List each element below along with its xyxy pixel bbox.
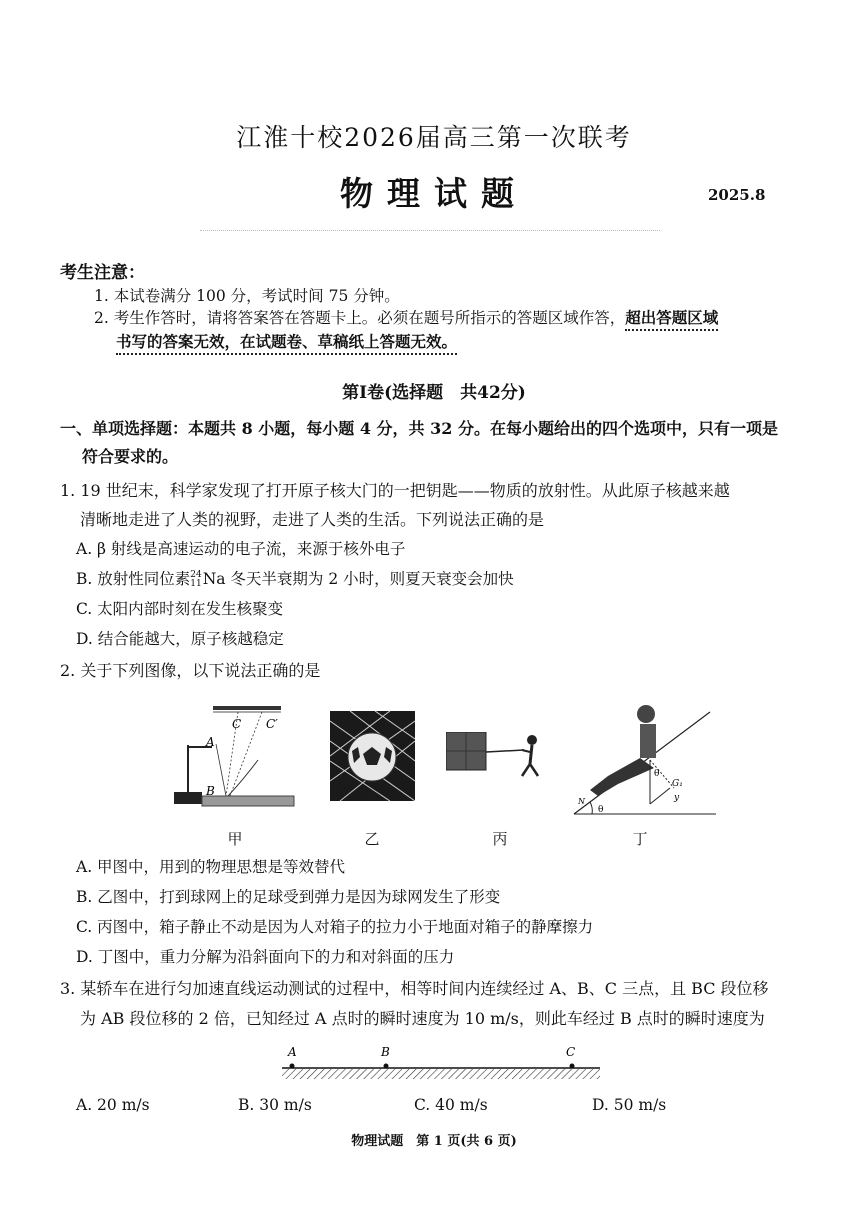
atomic-number: 11 [190, 579, 202, 589]
q1-option-a: A. β 射线是高速运动的电子流，来源于核外电子 [76, 540, 406, 558]
q1-option-b-post: Na 冬天半衰期为 2 小时，则夏天衰变会加快 [202, 570, 514, 588]
figure-jia [168, 700, 298, 810]
label-n: N [578, 797, 585, 806]
q2-option-a: A. 甲图中，用到的物理思想是等效替代 [76, 858, 346, 876]
label-y: y [674, 793, 680, 803]
notice-item-1: 1. 本试卷满分 100 分，考试时间 75 分钟。 [94, 287, 400, 305]
q3-option-b: B. 30 m/s [238, 1096, 312, 1114]
notice-heading: 考生注意： [60, 263, 145, 283]
section-title: 第Ⅰ卷(选择题 共42分) [342, 383, 526, 403]
point-a [290, 1064, 295, 1069]
exam-date: 2025.8 [708, 186, 766, 204]
q1-option-b-pre: B. 放射性同位素 [76, 570, 191, 588]
caption-ding: 丁 [632, 830, 648, 848]
q3-track-figure [280, 1042, 605, 1084]
q1-option-b [76, 567, 514, 589]
label-theta-2: θ [654, 769, 660, 779]
subject-title: 物理试题 [340, 174, 528, 213]
label-b: B [206, 784, 215, 798]
point-a-label: A [288, 1045, 297, 1059]
q2-option-b: B. 乙图中，打到球网上的足球受到弹力是因为球网发生了形变 [76, 888, 501, 906]
q3-option-c: C. 40 m/s [414, 1096, 488, 1114]
q1-option-c: C. 太阳内部时刻在发生核聚变 [76, 600, 284, 618]
notice-item-2-emph-cont: 书写的答案无效，在试题卷、草稿纸上答题无效。 [116, 332, 457, 355]
notice-item-2-text: 2. 考生作答时，请将答案答在答题卡上。必须在题号所指示的答题区域作答， [94, 309, 626, 327]
q3-stem: 3. 某轿车在进行匀加速直线运动测试的过程中，相等时间内连续经过 A、B、C 三点，且 BC 段位移 [60, 979, 769, 998]
notice-item-2-emph: 超出答题区域 [625, 308, 718, 331]
part1-instructions-cont: 符合要求的。 [82, 447, 179, 466]
nuclide [190, 571, 201, 589]
q1-stem: 1. 19 世纪末，科学家发现了打开原子核大门的一把钥匙——物质的放射性。从此原子核越来越 [60, 481, 730, 500]
figure-ding [568, 692, 718, 820]
caption-bing: 丙 [492, 830, 508, 848]
point-c [570, 1064, 575, 1069]
q1-stem-cont: 清晰地走进了人类的视野，走进了人类的生活。下列说法正确的是 [80, 510, 545, 529]
q2-stem: 2. 关于下列图像，以下说法正确的是 [60, 661, 321, 680]
point-c-label: C [566, 1045, 576, 1059]
label-g1: G₁ [672, 779, 683, 789]
q2-option-d: D. 丁图中，重力分解为沿斜面向下的力和对斜面的压力 [76, 948, 455, 966]
figure-bing [446, 732, 546, 792]
figure-yi [330, 711, 415, 801]
q3-option-d: D. 50 m/s [592, 1096, 667, 1114]
q3-option-a: A. 20 m/s [76, 1096, 150, 1114]
exam-title: 江淮十校2026届高三第一次联考 [236, 123, 632, 152]
point-b-label: B [381, 1045, 390, 1059]
label-c-prime: C′ [266, 717, 278, 731]
point-b [384, 1064, 389, 1069]
label-a: A [206, 735, 215, 749]
caption-yi: 乙 [364, 830, 380, 848]
notice-item-2-cont [116, 330, 457, 352]
mass-number: 24 [190, 570, 202, 580]
header-divider [200, 230, 660, 231]
label-c: C [232, 717, 242, 731]
notice-item-2 [94, 306, 718, 328]
q2-option-c: C. 丙图中，箱子静止不动是因为人对箱子的拉力小于地面对箱子的静摩擦力 [76, 918, 594, 936]
q3-stem-cont: 为 AB 段位移的 2 倍，已知经过 A 点时的瞬时速度为 10 m/s，则此车经过 B 点时的瞬时速度为 [80, 1009, 765, 1028]
label-g: G [630, 749, 638, 759]
label-theta: θ [598, 805, 604, 815]
page-footer: 物理试题 第 1 页(共 6 页) [351, 1134, 517, 1149]
caption-jia: 甲 [227, 830, 243, 848]
q1-option-d: D. 结合能越大，原子核越稳定 [76, 630, 284, 648]
part1-instructions: 一、单项选择题：本题共 8 小题，每小题 4 分，共 32 分。在每小题给出的四个选项中，只有一项是 [60, 419, 778, 438]
